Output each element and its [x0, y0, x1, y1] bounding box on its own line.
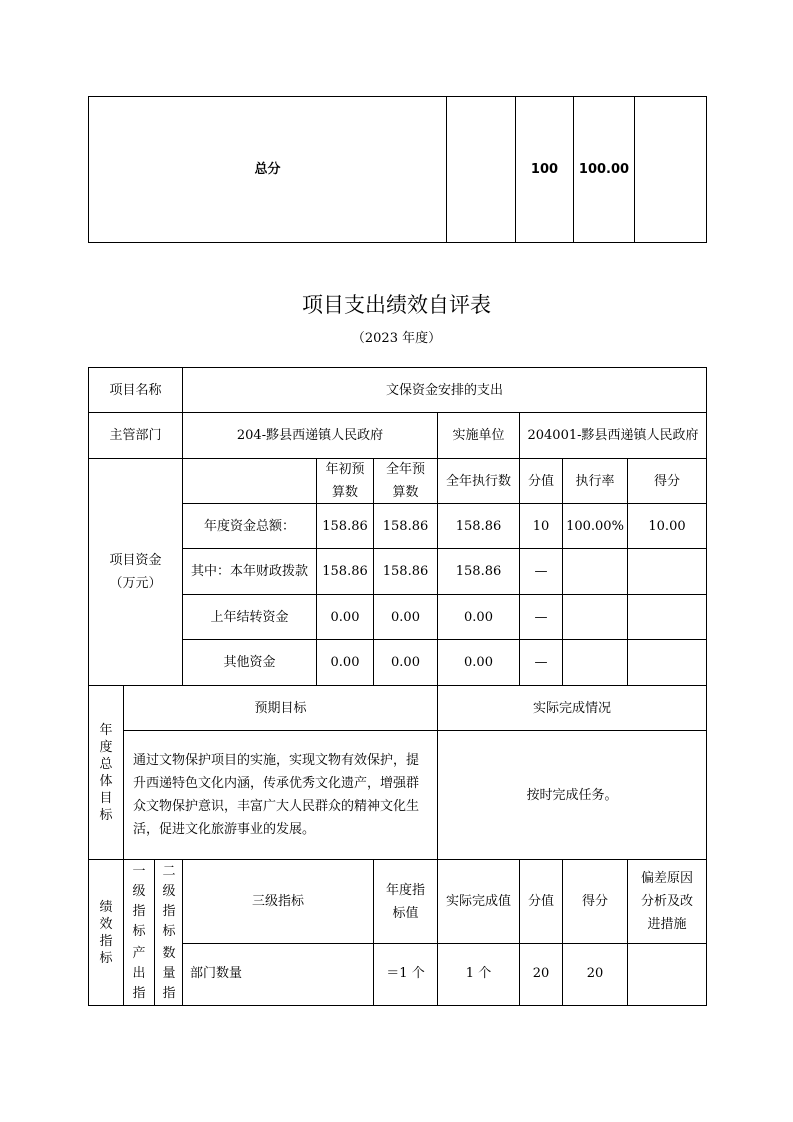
funds-row-budget-year: 158.86 [382, 564, 429, 579]
funds-row-budget-start: 0.00 [330, 655, 360, 670]
budget-year-header: 全年预算数 [385, 462, 425, 500]
funds-row-label: 年度资金总额： [203, 518, 295, 534]
actual-completion-text: 按时完成任务。 [526, 787, 618, 803]
funds-row-weight: — [534, 609, 548, 625]
funds-row-rate: 100.00% [566, 518, 624, 534]
indicator-level2: 数量指 [162, 946, 176, 1001]
executed-header: 全年执行数 [445, 473, 511, 489]
funds-row-score [628, 549, 706, 594]
expected-goal-header: 预期目标 [254, 700, 307, 716]
indicator-level1: 产出指 [132, 946, 146, 1001]
actual-value-header: 实际完成值 [445, 894, 511, 909]
project-name-value: 文保资金安排的支出 [385, 382, 503, 398]
level3-indicator-header: 三级指标 [251, 894, 304, 909]
funds-row-budget-year: 158.86 [382, 518, 429, 534]
page-title: 项目支出绩效自评表 [302, 292, 491, 317]
total-score-label: 总分 [254, 162, 281, 177]
funds-row-score: 10.00 [648, 518, 686, 534]
funds-row-rate [563, 549, 627, 594]
funds-row-executed: 158.86 [455, 564, 502, 579]
indicator-deviation [628, 944, 706, 1005]
funds-row-label: 其他资金 [223, 655, 276, 670]
funds-row-label: 上年结转资金 [210, 609, 289, 625]
weight-header: 分值 [527, 473, 554, 489]
funds-row-rate [563, 640, 627, 685]
funds-row-score [628, 595, 706, 639]
funds-label: 项目资金 （万元） [109, 553, 162, 591]
funds-row-budget-year: 0.00 [391, 609, 420, 625]
funds-row-budget-start: 158.86 [322, 518, 368, 534]
funds-row-label: 其中：本年财政拨款 [190, 564, 308, 579]
level2-indicator-header: 二级指标 [162, 864, 176, 939]
total-score-value: 100.00 [578, 162, 630, 177]
annual-goal-label: 年度总体目标 [99, 722, 113, 823]
indicator-actual: 1 个 [465, 966, 492, 981]
total-weight-value: 100 [530, 162, 559, 177]
expected-goal-text: 通过文物保护项目的实施，实现文物有效保护，提升西递特色文化内涵，传承优秀文化遗产，增强群众文物保护意识，丰富广大人民群众的精神文化生活，促进文化旅游事业的发展。 [133, 753, 420, 837]
funds-row-budget-year: 0.00 [391, 655, 420, 670]
funds-row-executed: 158.86 [455, 518, 502, 534]
actual-completion-header: 实际完成情况 [532, 700, 611, 716]
project-name-label: 项目名称 [109, 382, 162, 398]
page-subtitle-year: （2023 年度） [351, 330, 442, 346]
funds-row-weight: — [534, 564, 548, 579]
indicator-score: 20 [586, 966, 604, 981]
dept-value: 204-黟县西递镇人民政府 [236, 428, 384, 443]
funds-row-rate [563, 595, 627, 639]
funds-row-weight: — [534, 655, 548, 670]
budget-start-header: 年初预算数 [325, 462, 365, 500]
dept-label: 主管部门 [109, 428, 162, 443]
annual-target-header: 年度指标值 [385, 882, 425, 921]
impl-unit-label: 实施单位 [452, 428, 505, 443]
funds-row-score [628, 640, 706, 685]
indicator-weight-header: 分值 [527, 894, 554, 909]
indicator-weight: 20 [532, 966, 550, 981]
funds-row-weight: 10 [532, 518, 550, 534]
indicator-level3: 部门数量 [190, 966, 243, 981]
funds-row-budget-start: 0.00 [330, 609, 360, 625]
performance-indicators-label: 绩效指标 [99, 899, 113, 966]
funds-row-budget-start: 158.86 [322, 564, 368, 579]
funds-row-executed: 0.00 [464, 655, 493, 670]
rate-header: 执行率 [575, 473, 615, 489]
impl-unit-value: 204001-黟县西递镇人民政府 [527, 428, 699, 443]
score-header: 得分 [653, 473, 680, 489]
indicator-target: ＝1 个 [386, 966, 425, 981]
level1-indicator-header: 一级指标 [132, 864, 146, 939]
deviation-analysis-header: 偏差原因分析及改进措施 [640, 871, 693, 932]
indicator-score-header: 得分 [581, 894, 608, 909]
funds-row-executed: 0.00 [464, 609, 493, 625]
